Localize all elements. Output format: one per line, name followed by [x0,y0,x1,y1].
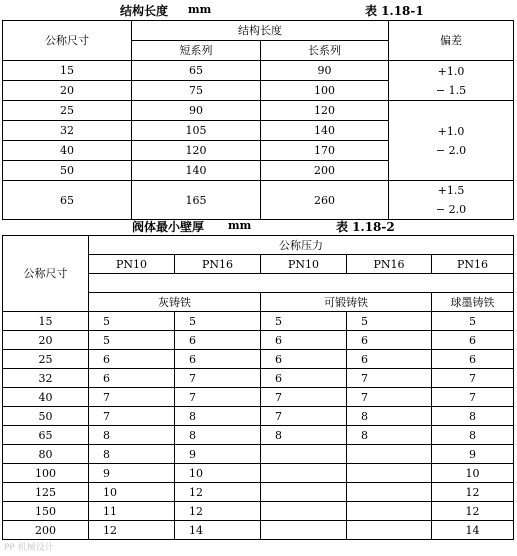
pn-header: PN16 [175,255,261,274]
malleable-pn16-cell [347,464,432,483]
malleable-pn16-cell: 6 [347,350,432,369]
nominal-size-cell: 25 [3,101,132,121]
table1-header-row [3,21,514,41]
ductile-pn16-cell: 8 [432,407,514,426]
malleable-pn10-cell: 7 [261,388,347,407]
deviation-minus: − 2.0 [435,203,467,216]
gray-pn10-cell: 9 [89,464,175,483]
nominal-size-cell: 40 [3,141,132,161]
deviation-cell [389,101,514,181]
gray-pn16-cell: 6 [175,331,261,350]
min-wall-thickness-table [2,235,514,540]
gray-pn16-cell: 8 [175,407,261,426]
long-series-header: 长系列 [261,41,389,61]
short-series-header: 短系列 [132,41,261,61]
table-row [3,181,514,220]
ductile-pn16-cell: 5 [432,312,514,331]
malleable-pn10-cell [261,483,347,502]
ductile-pn16-cell: 7 [432,388,514,407]
malleable-pn16-cell: 7 [347,388,432,407]
table-row [3,464,514,483]
spacer-cell [89,274,514,293]
gray-pn16-cell: 9 [175,445,261,464]
gray-pn16-cell: 7 [175,388,261,407]
ductile-pn16-cell: 10 [432,464,514,483]
deviation-plus: +1.0 [437,64,465,78]
gray-pn10-cell: 5 [89,312,175,331]
table-row [3,483,514,502]
table-row [3,502,514,521]
nominal-size-cell: 80 [3,445,89,464]
watermark: PP 机械设计 [4,543,54,553]
nominal-pressure-header: 公称压力 [89,236,514,255]
nominal-size-cell: 150 [3,502,89,521]
table2-unit: mm [228,219,252,232]
table2-title: 阀体最小壁厚 [132,220,205,234]
deviation-plus: +1.0 [437,124,465,138]
table-row [3,101,514,121]
nominal-size-cell: 20 [3,81,132,101]
ductile-pn16-cell: 12 [432,483,514,502]
table-row [3,312,514,331]
gray-iron-header: 灰铸铁 [89,293,261,312]
gray-pn16-cell: 12 [175,502,261,521]
malleable-pn16-cell: 8 [347,426,432,445]
table-row [3,61,514,81]
gray-pn16-cell: 5 [175,312,261,331]
nominal-size-header: 公称尺寸 [3,21,132,61]
table-row [3,445,514,464]
short-series-cell: 120 [132,141,261,161]
deviation-cell [389,181,514,220]
long-series-cell: 90 [261,61,389,81]
malleable-pn10-cell [261,445,347,464]
malleable-pn16-cell: 8 [347,407,432,426]
pn-header: PN10 [261,255,347,274]
table2-header-row [3,236,514,255]
table1-label: 表 1.18-1 [365,4,424,18]
table1-unit: mm [188,3,212,16]
malleable-pn10-cell [261,521,347,540]
gray-pn10-cell: 6 [89,350,175,369]
malleable-pn10-cell: 6 [261,350,347,369]
structural-length-header: 结构长度 [132,21,389,41]
nominal-size-cell: 32 [3,121,132,141]
gray-pn10-cell: 5 [89,331,175,350]
ductile-pn16-cell: 14 [432,521,514,540]
deviation-minus: − 1.5 [435,83,467,97]
deviation-minus: − 2.0 [435,143,467,157]
ductile-pn16-cell: 9 [432,445,514,464]
thickness-rows [3,312,514,540]
table-row [3,521,514,540]
malleable-iron-header: 可锻铸铁 [261,293,432,312]
pn-header: PN10 [89,255,175,274]
short-series-cell: 75 [132,81,261,101]
gray-pn10-cell: 12 [89,521,175,540]
short-series-cell: 65 [132,61,261,81]
malleable-pn16-cell [347,445,432,464]
nominal-size-cell: 65 [3,181,132,220]
deviation-cell [389,61,514,101]
short-series-cell: 90 [132,101,261,121]
nominal-size-cell: 20 [3,331,89,350]
malleable-pn10-cell [261,502,347,521]
deviation-header: 偏差 [389,21,514,61]
short-series-cell: 105 [132,121,261,141]
long-series-cell: 260 [261,181,389,220]
nominal-size-cell: 125 [3,483,89,502]
deviation-plus: +1.5 [437,184,465,197]
gray-pn10-cell: 7 [89,388,175,407]
long-series-cell: 140 [261,121,389,141]
nominal-size-cell: 15 [3,312,89,331]
ductile-pn16-cell: 8 [432,426,514,445]
malleable-pn16-cell [347,521,432,540]
table1-title: 结构长度 [120,4,169,18]
gray-pn10-cell: 7 [89,407,175,426]
malleable-pn10-cell: 5 [261,312,347,331]
gray-pn10-cell: 10 [89,483,175,502]
long-series-cell: 170 [261,141,389,161]
gray-pn16-cell: 8 [175,426,261,445]
ductile-pn16-cell: 12 [432,502,514,521]
gray-pn10-cell: 8 [89,445,175,464]
malleable-pn10-cell: 7 [261,407,347,426]
ductile-pn16-cell: 6 [432,331,514,350]
table-row [3,407,514,426]
short-series-cell: 165 [132,181,261,220]
nominal-size-cell: 200 [3,521,89,540]
nominal-size-cell: 25 [3,350,89,369]
malleable-pn16-cell: 7 [347,369,432,388]
malleable-pn16-cell: 5 [347,312,432,331]
table-row [3,369,514,388]
malleable-pn10-cell: 6 [261,331,347,350]
gray-pn16-cell: 7 [175,369,261,388]
long-series-cell: 100 [261,81,389,101]
structural-length-table [2,20,514,220]
gray-pn16-cell: 10 [175,464,261,483]
nominal-size-header: 公称尺寸 [3,236,89,312]
ductile-pn16-cell: 7 [432,369,514,388]
nominal-size-cell: 100 [3,464,89,483]
nominal-size-cell: 15 [3,61,132,81]
gray-pn16-cell: 6 [175,350,261,369]
ductile-iron-header: 球墨铸铁 [432,293,514,312]
malleable-pn10-cell: 6 [261,369,347,388]
long-series-cell: 120 [261,101,389,121]
short-series-cell: 140 [132,161,261,181]
gray-pn16-cell: 12 [175,483,261,502]
table-row [3,350,514,369]
nominal-size-cell: 40 [3,388,89,407]
nominal-size-cell: 50 [3,161,132,181]
malleable-pn10-cell [261,464,347,483]
malleable-pn16-cell [347,483,432,502]
nominal-size-cell: 32 [3,369,89,388]
pn-header: PN16 [432,255,514,274]
gray-pn10-cell: 8 [89,426,175,445]
nominal-size-cell: 50 [3,407,89,426]
table2-label: 表 1.18-2 [336,220,395,234]
gray-pn10-cell: 11 [89,502,175,521]
malleable-pn16-cell: 6 [347,331,432,350]
gray-pn16-cell: 14 [175,521,261,540]
table-row [3,388,514,407]
malleable-pn16-cell [347,502,432,521]
ductile-pn16-cell: 6 [432,350,514,369]
long-series-cell: 200 [261,161,389,181]
malleable-pn10-cell: 8 [261,426,347,445]
table-row [3,426,514,445]
nominal-size-cell: 65 [3,426,89,445]
pn-header: PN16 [347,255,432,274]
table-row [3,331,514,350]
gray-pn10-cell: 6 [89,369,175,388]
